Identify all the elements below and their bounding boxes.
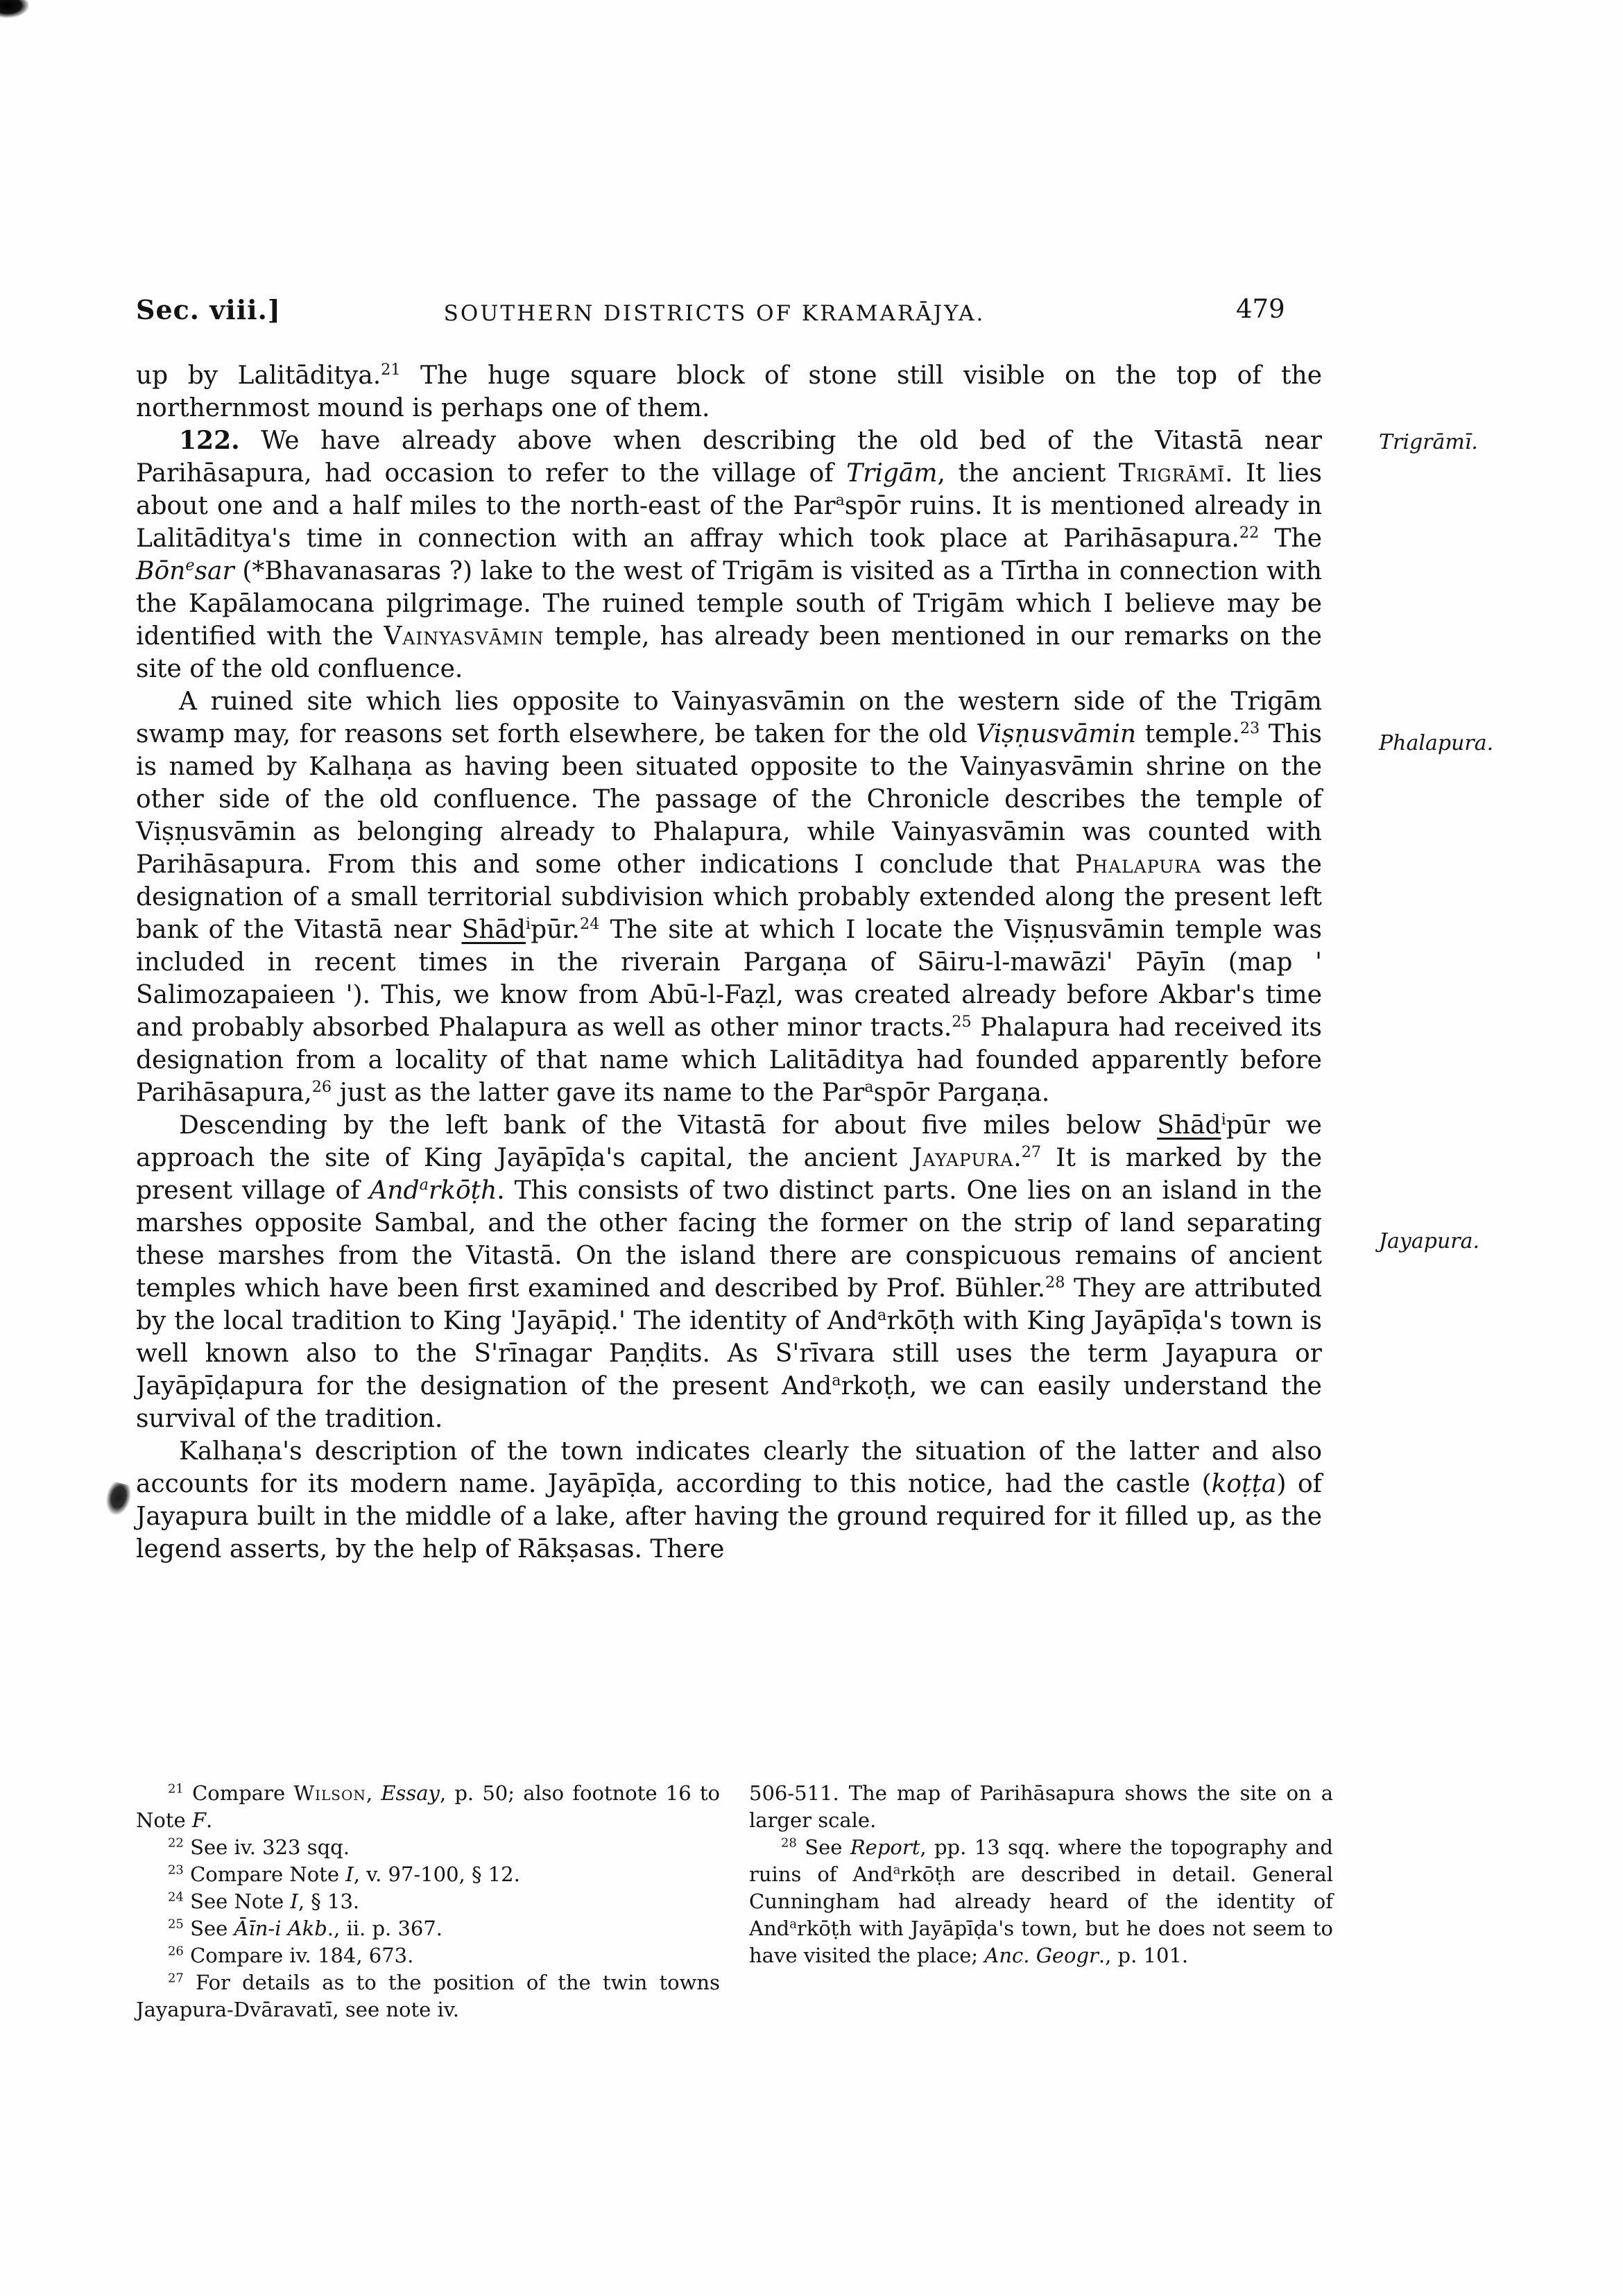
margin-note-jayapura: Jayapura. bbox=[1379, 1229, 1480, 1253]
margin-note-phalapura: Phalapura. bbox=[1379, 731, 1494, 755]
running-title: SOUTHERN DISTRICTS OF KRAMARĀJYA. bbox=[443, 301, 986, 326]
paragraph-kalhana-description: Kalhaṇa's description of the town indicates clearly the situation of the latter and also accounts for its modern name. Jayāpīḍa, according to this notice, had the castle (koṭṭa) of Jayapura built in the middle of a lake, after having the ground required for it filled up, as the legend asserts, by the help of Rākṣasas. There bbox=[136, 1437, 1322, 1563]
footnotes-right-column bbox=[749, 1780, 1333, 1969]
paragraph-122: 122. We have already above when describing the old bed of the Vitastā near Parihāsapura, had occasion to refer to the village of Trigām, the ancient Trigrāmī. It lies about one and a half miles to the north-east of the Par$^a$spōr ruins. It is mentioned already in Lalitāditya's time in connection with an affray which took place at Parihāsapura.$^{22}$ The Bōn$^e$sar (*Bhavanasaras ?) lake to the west of Trigām is visited as a Tīrtha in connection with the Kapālamocana pilgrimage. The ruined temple south of Trigām which I believe may be identified with the Vainyasvāmin temple, has already been mentioned in our remarks on the site of the old confluence. bbox=[136, 426, 1323, 683]
footnotes-left-column bbox=[136, 1780, 720, 2023]
footnote-23: $^{23}$ Compare Note I, v. 97-100, § 12. bbox=[168, 1862, 520, 1886]
footnote-24: $^{24}$ See Note I, § 13. bbox=[168, 1890, 360, 1913]
paragraph-descending: Descending by the left bank of the Vitastā for about five miles below Shād$^i$pūr we approach the site of King Jayāpīḍa's capital, the ancient Jayapura.$^{27}$ It is marked by the present village of And$^a$rkōṭh. This consists of two distinct parts. One lies on an island in the marshes opposite Sambal, and the other facing the former on the strip of land separating these marshes from the Vitastā. On the island there are conspicuous remains of ancient temples which have been first examined and described by Prof. Bühler.$^{28}$ They are attributed by the local tradition to King 'Jayāpiḍ.' The identity of And$^a$rkōṭh with King Jayāpīḍa's town is well known also to the S'rīnagar Paṇḍits. As S'rīvara still uses the term Jayapura or Jayāpīḍapura for the designation of the present And$^a$rkoṭh, we can easily understand the survival of the tradition. bbox=[136, 1111, 1323, 1433]
body-text bbox=[136, 359, 1322, 1566]
page-number: 479 bbox=[1236, 294, 1285, 324]
footnote-22: $^{22}$ See iv. 323 sqq. bbox=[168, 1835, 350, 1859]
footnote-27-continuation: 506-511. The map of Parihāsapura shows the site on a larger scale. bbox=[749, 1781, 1333, 1832]
ink-blot bbox=[102, 1480, 135, 1518]
paragraph-ruined-site: A ruined site which lies opposite to Vainyasvāmin on the western side of the Trigām swamp may, for reasons set forth elsewhere, be taken for the old Viṣṇusvāmin temple.$^{23}$ This is named by Kalhaṇa as having been situated opposite to the Vainyasvāmin shrine on the other side of the old confluence. The passage of the Chronicle describes the temple of Viṣṇusvāmin as belonging already to Phalapura, while Vainyasvāmin was counted with Parihāsapura. From this and some other indications I conclude that Phalapura was the designation of a small territorial subdivision which probably extended along the present left bank of the Vitastā near Shād$^i$pūr.$^{24}$ The site at which I locate the Viṣṇusvāmin temple was included in recent times in the riverain Pargaṇa of Sāiru-l-mawāzi' Pāyīn (map ' Salimozapaieen '). This, we know from Abū-l-Faẓl, was created already before Akbar's time and probably absorbed Phalapura as well as other minor tracts.$^{25}$ Phalapura had received its designation from a locality of that name which Lalitāditya had founded apparently before Parihāsapura,$^{26}$ just as the latter gave its name to the Par$^a$spōr Pargaṇa. bbox=[136, 687, 1323, 1107]
footnote-21: $^{21}$ Compare Wilson, Essay, p. 50; also footnote 16 to Note F. bbox=[136, 1781, 720, 1832]
paragraph-continuation: up by Lalitāditya.$^{21}$ The huge square block of stone still visible on the top of the northernmost mound is perhaps one of them. bbox=[136, 361, 1322, 422]
footnote-28: $^{28}$ See Report, pp. 13 sqq. where the topography and ruins of And$^a$rkōṭh are described in detail. General Cunningham had already heard of the identity of And$^a$rkōṭh with Jayāpīḍa's town, but he does not seem to have visited the place; Anc. Geogr., p. 101. bbox=[749, 1835, 1333, 1967]
margin-note-trigrami: Trigrāmī. bbox=[1379, 430, 1478, 454]
footnote-25: $^{25}$ See Āīn-i Akb., ii. p. 367. bbox=[168, 1917, 443, 1940]
footnote-27: $^{27}$ For details as to the position of the twin towns Jayapura-Dvāravatī, see note iv. bbox=[136, 1971, 720, 2021]
scan-artifact-corner bbox=[0, 0, 29, 18]
section-label: Sec. viii.] bbox=[136, 294, 281, 325]
footnote-26: $^{26}$ Compare iv. 184, 673. bbox=[168, 1944, 414, 1967]
